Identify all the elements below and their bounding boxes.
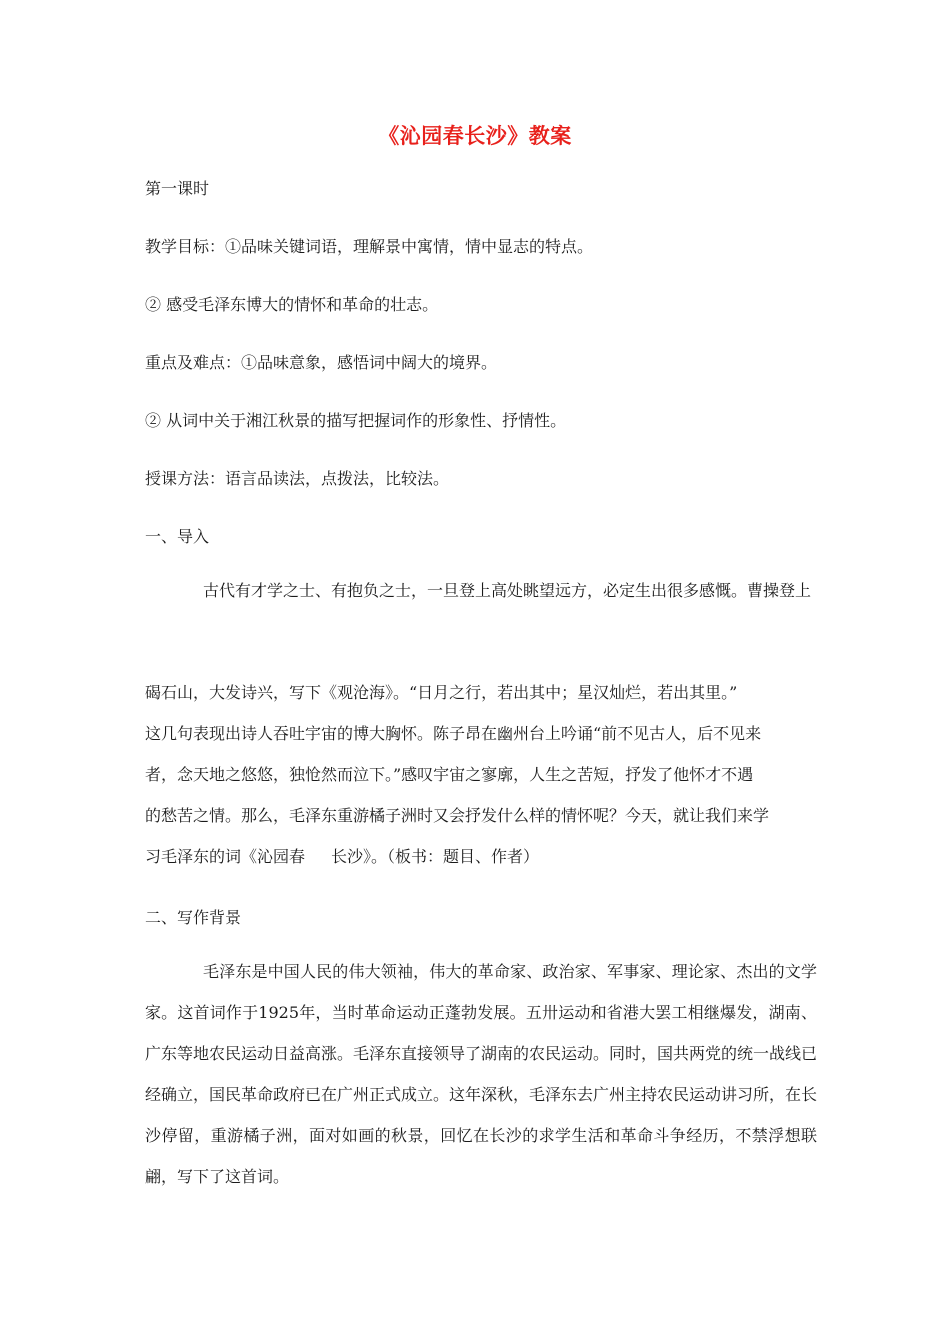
document-title: 《沁园春长沙》教案	[378, 123, 572, 148]
intro-paragraph-a-text: 古代有才学之士、有抱负之士，一旦登上高处眺望远方，必定生出很多感慨。曹操登上	[203, 581, 812, 600]
lesson-label: 第一课时	[145, 179, 210, 198]
intro-line-5	[145, 836, 817, 877]
intro-line-5-part-a: 习毛泽东的词《沁园春	[145, 847, 306, 866]
teaching-goal-1: 教学目标：①品味关键词语，理解景中寓情，情中显志的特点。	[145, 237, 594, 256]
intro-line-3: 者，念天地之悠悠，独怆然而泣下。”感叹宇宙之寥廓，人生之苦短，抒发了他怀才不遇	[145, 765, 754, 784]
intro-line-4: 的愁苦之情。那么，毛泽东重游橘子洲时又会抒发什么样的情怀呢？今天，就让我们来学	[145, 806, 770, 825]
teaching-goal-2: ② 感受毛泽东博大的情怀和革命的壮志。	[145, 295, 439, 314]
intro-line-1: 碣石山，大发诗兴，写下《观沧海》。“日月之行，若出其中；星汉灿烂，若出其里。”	[145, 683, 738, 702]
intro-line-2: 这几句表现出诗人吞吐宇宙的博大胸怀。陈子昂在幽州台上吟诵“前不见古人，后不见来	[145, 724, 762, 743]
key-point-2: ② 从词中关于湘江秋景的描写把握词作的形象性、抒情性。	[145, 411, 567, 430]
intro-paragraph-a	[145, 570, 817, 611]
teaching-method: 授课方法：语言品读法，点拨法，比较法。	[145, 469, 450, 488]
key-point-1: 重点及难点：①品味意象，感悟词中阔大的境界。	[145, 353, 498, 372]
section-heading-intro: 一、导入	[145, 527, 210, 546]
background-paragraph-text: 毛泽东是中国人民的伟大领袖，伟大的革命家、政治家、军事家、理论家、杰出的文学家。这首词作于1925年，当时革命运动正蓬勃发展。五卅运动和省港大罢工相继爆发，湖南、广东等地农民运动日益高涨。毛泽东直接领导了湖南的农民运动。同时，国共两党的统一战线已经确立，国民革命政府已在广州正式成立。这年深秋，毛泽东去广州主持农民运动讲习所，在长沙停留，重游橘子洲，面对如画的秋景，回忆在长沙的求学生活和革命斗争经历，不禁浮想联翩，写下了这首词。	[145, 962, 818, 1186]
background-paragraph	[145, 951, 817, 1197]
intro-line-5-part-b: 长沙》。（板书：题目、作者）	[331, 847, 540, 866]
section-heading-background: 二、写作背景	[145, 908, 242, 927]
intro-paragraph-b	[145, 672, 817, 877]
